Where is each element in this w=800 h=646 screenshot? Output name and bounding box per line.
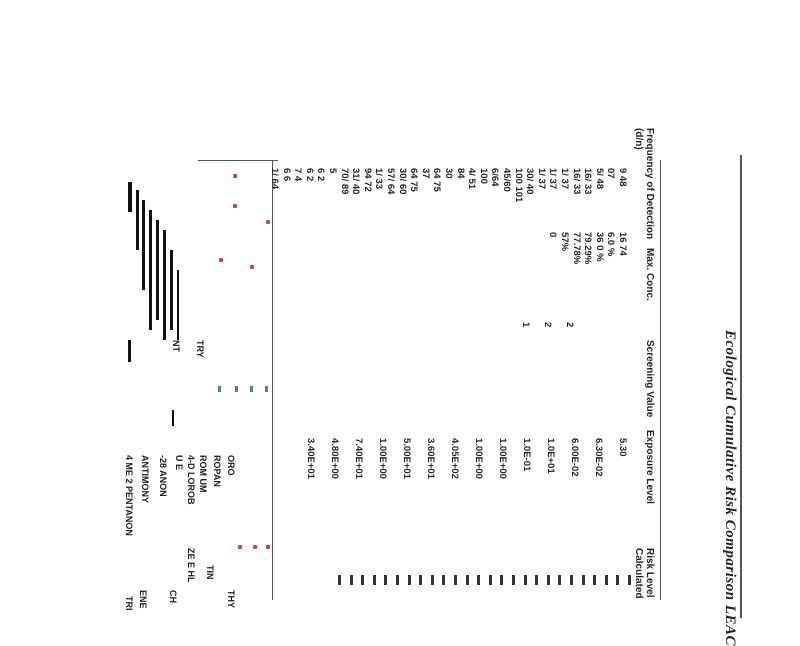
risk-mark	[431, 575, 434, 585]
frequency-cell: 30	[443, 168, 454, 179]
chemical-name: NT	[171, 340, 181, 352]
frequency-cell: 84	[454, 168, 466, 179]
risk-mark	[524, 575, 527, 585]
blue-mark	[218, 386, 221, 392]
frequency-cell: 1/ 37	[535, 168, 547, 190]
risk-mark	[489, 575, 492, 585]
frequency-cell: 1/ 33	[373, 168, 385, 190]
risk-mark	[512, 575, 515, 585]
risk-mark	[350, 575, 353, 585]
page-edge-line	[740, 155, 742, 618]
column-rule-line	[272, 160, 273, 600]
exposure-cell: 1.00E+00	[377, 438, 388, 479]
frequency-cell: 70/ 89	[338, 168, 350, 195]
risk-mark	[466, 575, 469, 585]
row-rule-line	[198, 160, 278, 161]
exposure-cell: 5.30	[617, 438, 628, 457]
exposure-cell: 4.05E+02	[449, 438, 460, 479]
frequency-cell: 16/ 33	[570, 168, 582, 195]
scan-smudge	[128, 340, 131, 362]
frequency-cell: 45/60	[501, 168, 512, 192]
exposure-cell: 7.40E+01	[353, 438, 364, 479]
header-screening: Screening Value	[644, 340, 655, 418]
red-mark	[238, 545, 242, 549]
risk-mark	[454, 575, 457, 585]
column-rule-line	[660, 160, 661, 600]
risk-mark	[593, 575, 596, 585]
frequency-cell: 64 75	[431, 168, 443, 192]
frequency-cell: 100	[477, 168, 489, 184]
header-frequency: Frequency of Detection (d/n)	[633, 128, 655, 240]
exposure-cell: 1.0E+01	[545, 438, 556, 474]
red-mark	[253, 545, 257, 549]
chemical-name: TRI	[124, 596, 134, 611]
exposure-cell: 1.00E+00	[473, 438, 484, 479]
red-mark	[219, 258, 223, 262]
scan-smudge	[149, 210, 152, 330]
scan-smudge	[177, 270, 179, 340]
max-conc-cell: 77.78%	[570, 232, 582, 265]
frequency-cell: 100 101	[512, 168, 524, 203]
scan-smudge	[170, 250, 173, 330]
frequency-cell: 6 2	[303, 168, 315, 182]
frequency-cell: 30/ 60	[396, 168, 408, 195]
risk-mark	[582, 575, 585, 585]
chemical-name: 4 ME 2 PENTANON	[124, 455, 134, 536]
header-risk: Risk Level Calculated	[633, 548, 655, 599]
scan-smudge	[142, 200, 145, 290]
chemical-name: ENE	[138, 590, 148, 609]
chemical-name: U E	[174, 455, 184, 471]
risk-mark	[605, 575, 608, 585]
chemical-name: TRY	[195, 340, 205, 358]
risk-mark	[361, 575, 364, 585]
screening-cell: 2	[564, 322, 575, 328]
risk-mark	[616, 575, 619, 585]
blue-mark	[235, 386, 238, 392]
scan-smudge	[128, 182, 132, 212]
frequency-cell: 16/ 33	[582, 168, 594, 195]
frequency-cell: 5/ 48	[593, 168, 605, 190]
chemical-name: ANTIMONY	[140, 455, 150, 503]
risk-mark	[384, 575, 387, 585]
frequency-cell: 94 72	[361, 168, 373, 192]
chemical-name: THY	[226, 590, 236, 608]
frequency-cell: 07	[605, 168, 617, 179]
exposure-cell: 6.30E-02	[593, 438, 604, 477]
risk-mark	[419, 575, 422, 585]
frequency-cell: 7 4	[292, 168, 304, 182]
red-mark	[266, 545, 270, 549]
risk-mark	[442, 575, 445, 585]
scan-smudge	[136, 190, 139, 250]
risk-mark	[500, 575, 503, 585]
frequency-cell: 6 6	[280, 168, 292, 182]
chemical-name: ZE E HL	[186, 548, 196, 583]
exposure-cell: 1.00E+00	[497, 438, 508, 479]
scan-smudge	[156, 220, 159, 320]
frequency-cell: 1/ 37	[559, 168, 570, 190]
exposure-cell: 5.00E+01	[401, 438, 412, 479]
frequency-cell: 37	[419, 168, 431, 179]
header-max-conc: Max. Conc.	[644, 248, 655, 301]
blue-mark	[250, 386, 253, 392]
chemical-name: TIN	[205, 565, 215, 580]
exposure-cell: 4.80E+00	[329, 438, 340, 479]
screening-cell: 2	[542, 322, 553, 328]
risk-mark	[628, 575, 631, 585]
frequency-cell: 1/ 64	[269, 168, 280, 190]
exposure-cell: 3.40E+01	[305, 438, 316, 479]
max-conc-cell: 57%	[559, 232, 570, 252]
chemical-name: 4-D LOROB	[186, 455, 196, 505]
frequency-cell: 64 75	[408, 168, 420, 192]
chemical-name: CH	[168, 590, 178, 603]
max-conc-cell: 6.0 %	[605, 232, 617, 257]
screening-cell: 1	[520, 322, 531, 328]
max-conc-cell: 16 74	[617, 232, 628, 256]
blue-mark	[265, 386, 268, 392]
chemical-name: -28 ANON	[158, 455, 168, 497]
risk-mark	[338, 575, 341, 585]
chemical-name: ROPAN	[212, 455, 222, 487]
scan-smudge	[172, 410, 174, 426]
chemical-name: ORO	[226, 455, 236, 476]
document-title: Ecological Cumulative Risk Comparison LEAC	[722, 330, 738, 646]
risk-mark	[477, 575, 480, 585]
risk-mark	[558, 575, 561, 585]
risk-mark	[570, 575, 573, 585]
frequency-cell: 57/ 64	[385, 168, 396, 195]
max-conc-cell: 36 0 %	[593, 232, 605, 262]
red-mark	[233, 174, 237, 178]
frequency-cell: 30/ 40	[524, 168, 536, 195]
exposure-cell: 6.00E-02	[569, 438, 580, 477]
risk-mark	[408, 575, 411, 585]
frequency-cell: 31/ 40	[350, 168, 362, 195]
scan-smudge	[163, 230, 166, 340]
header-exposure: Exposure Level	[644, 430, 655, 504]
risk-mark	[535, 575, 538, 585]
risk-mark	[547, 575, 550, 585]
frequency-cell: 4/ 51	[466, 168, 478, 190]
frequency-cell: 1/ 37	[547, 168, 559, 190]
red-mark	[266, 220, 270, 224]
exposure-cell: 3.60E+01	[425, 438, 436, 479]
exposure-cell: 1.0E-01	[521, 438, 532, 472]
max-conc-cell: 0	[547, 232, 559, 238]
frequency-cell: 9 48	[617, 168, 628, 187]
max-conc-cell: 79.29%	[582, 232, 594, 265]
frequency-cell: 5	[327, 168, 338, 174]
chemical-name: ROM UM	[198, 455, 208, 493]
risk-mark	[373, 575, 376, 585]
frequency-cell: 6 2	[315, 168, 327, 182]
red-mark	[233, 204, 237, 208]
red-mark	[250, 265, 254, 269]
risk-mark	[396, 575, 399, 585]
frequency-cell: 6/64	[489, 168, 501, 187]
